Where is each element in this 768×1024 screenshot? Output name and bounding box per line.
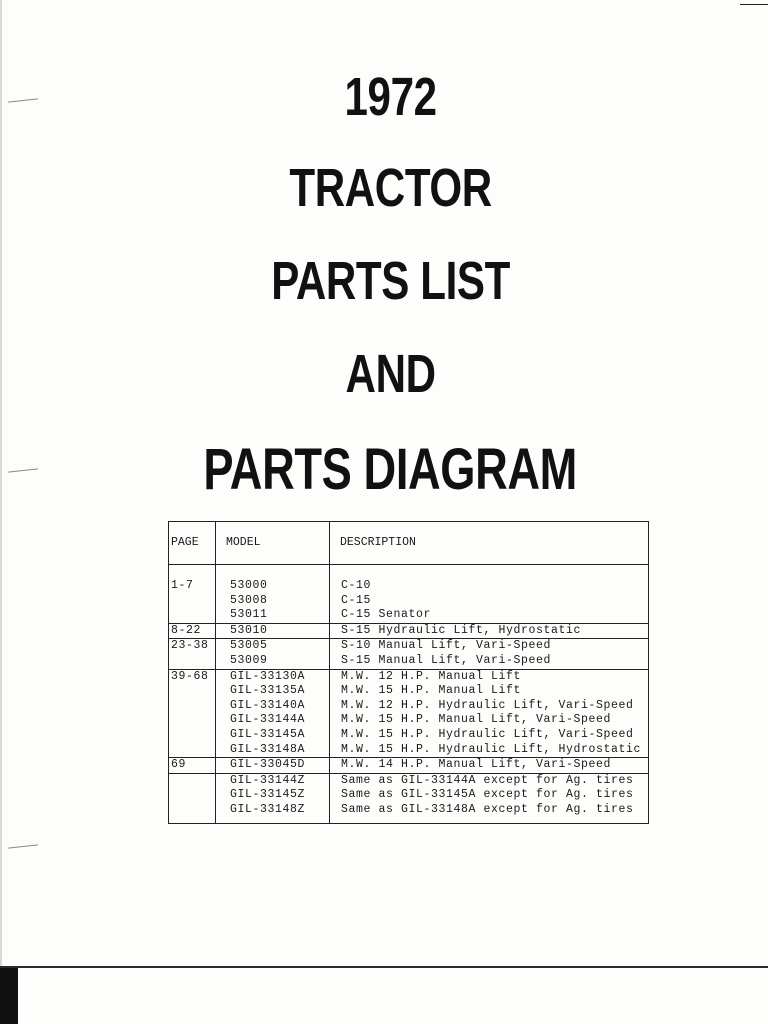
cell-page bbox=[169, 728, 216, 743]
cell-description: M.W. 15 H.P. Manual Lift, Vari-Speed bbox=[330, 713, 649, 728]
cell-description: C-15 bbox=[330, 594, 649, 609]
cell-page bbox=[169, 594, 216, 609]
cell-model: 53009 bbox=[216, 654, 330, 669]
cell-page: 23-38 bbox=[169, 639, 216, 654]
table-row bbox=[169, 699, 649, 714]
cell-page bbox=[169, 713, 216, 728]
cell-page: 8-22 bbox=[169, 623, 216, 639]
cell-model: GIL-33145Z bbox=[216, 788, 330, 803]
cell-model: GIL-33045D bbox=[216, 758, 330, 774]
cell-description: S-15 Hydraulic Lift, Hydrostatic bbox=[330, 623, 649, 639]
cell-description: C-15 Senator bbox=[330, 608, 649, 623]
table-row bbox=[169, 713, 649, 728]
cell-model: GIL-33145A bbox=[216, 728, 330, 743]
cell-page bbox=[169, 684, 216, 699]
scan-left-edge bbox=[0, 0, 2, 1024]
scan-mark bbox=[740, 4, 768, 5]
scan-mark bbox=[8, 844, 38, 848]
cell-description: M.W. 14 H.P. Manual Lift, Vari-Speed bbox=[330, 758, 649, 774]
title-and: AND bbox=[345, 344, 436, 404]
cell-model: GIL-33148Z bbox=[216, 803, 330, 824]
cell-page bbox=[169, 699, 216, 714]
table-header-row bbox=[169, 522, 649, 565]
cell-page bbox=[169, 773, 216, 788]
title-tractor: TRACTOR bbox=[289, 158, 492, 218]
scan-mark bbox=[8, 468, 38, 472]
cell-page: 1-7 bbox=[169, 565, 216, 594]
title-parts-list: PARTS LIST bbox=[271, 251, 510, 311]
table-row bbox=[169, 565, 649, 594]
scan-bottom-corner bbox=[0, 968, 18, 1024]
cell-description: M.W. 15 H.P. Manual Lift bbox=[330, 684, 649, 699]
cell-page bbox=[169, 608, 216, 623]
cell-description: Same as GIL-33144A except for Ag. tires bbox=[330, 773, 649, 788]
table-row bbox=[169, 758, 649, 774]
table-row bbox=[169, 639, 649, 654]
scan-mark bbox=[8, 98, 38, 102]
title-parts-diagram: PARTS DIAGRAM bbox=[203, 437, 577, 502]
header-description: DESCRIPTION bbox=[330, 522, 649, 565]
table-row bbox=[169, 728, 649, 743]
cell-model: GIL-33140A bbox=[216, 699, 330, 714]
cell-description: M.W. 12 H.P. Hydraulic Lift, Vari-Speed bbox=[330, 699, 649, 714]
cell-model: 53005 bbox=[216, 639, 330, 654]
cell-model: GIL-33135A bbox=[216, 684, 330, 699]
table-row bbox=[169, 684, 649, 699]
table-row bbox=[169, 773, 649, 788]
cell-model: GIL-33144Z bbox=[216, 773, 330, 788]
cell-description: M.W. 15 H.P. Hydraulic Lift, Hydrostatic bbox=[330, 743, 649, 758]
cell-description: M.W. 15 H.P. Hydraulic Lift, Vari-Speed bbox=[330, 728, 649, 743]
cell-page bbox=[169, 654, 216, 669]
cell-description: M.W. 12 H.P. Manual Lift bbox=[330, 669, 649, 684]
table-row bbox=[169, 654, 649, 669]
cell-page bbox=[169, 803, 216, 824]
table-row bbox=[169, 608, 649, 623]
cell-description: Same as GIL-33148A except for Ag. tires bbox=[330, 803, 649, 824]
table-row bbox=[169, 743, 649, 758]
table-row bbox=[169, 788, 649, 803]
title-year: 1972 bbox=[344, 67, 437, 127]
cell-page bbox=[169, 788, 216, 803]
table-row bbox=[169, 803, 649, 824]
cell-page: 39-68 bbox=[169, 669, 216, 684]
cell-page bbox=[169, 743, 216, 758]
cell-model: GIL-33148A bbox=[216, 743, 330, 758]
cell-model: GIL-33144A bbox=[216, 713, 330, 728]
scan-bottom-margin bbox=[0, 968, 768, 1024]
cell-model: 53000 bbox=[216, 565, 330, 594]
cell-description: C-10 bbox=[330, 565, 649, 594]
cell-description: Same as GIL-33145A except for Ag. tires bbox=[330, 788, 649, 803]
cell-model: 53010 bbox=[216, 623, 330, 639]
cell-description: S-15 Manual Lift, Vari-Speed bbox=[330, 654, 649, 669]
header-page: PAGE bbox=[169, 522, 216, 565]
table-row bbox=[169, 594, 649, 609]
cell-page: 69 bbox=[169, 758, 216, 774]
cell-model: GIL-33130A bbox=[216, 669, 330, 684]
parts-index-table bbox=[168, 521, 649, 824]
table-row bbox=[169, 669, 649, 684]
cell-description: S-10 Manual Lift, Vari-Speed bbox=[330, 639, 649, 654]
cell-model: 53008 bbox=[216, 594, 330, 609]
table-row bbox=[169, 623, 649, 639]
cell-model: 53011 bbox=[216, 608, 330, 623]
header-model: MODEL bbox=[216, 522, 330, 565]
